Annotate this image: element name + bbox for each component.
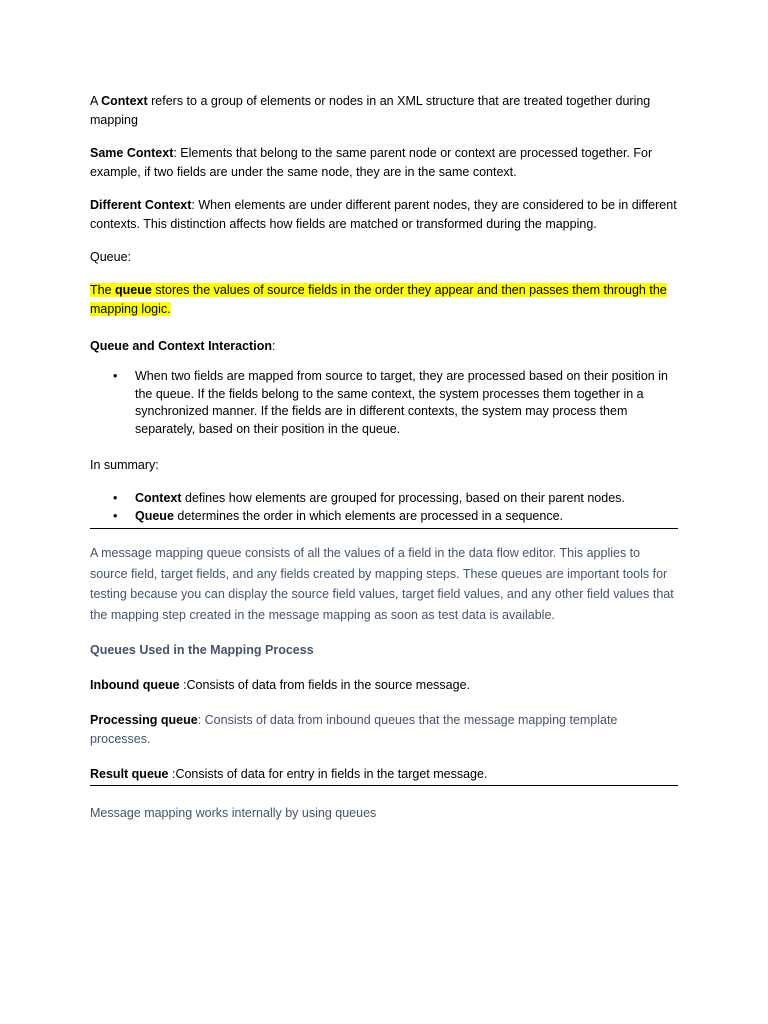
summary-label: In summary: [90,458,159,472]
same-context-term: Same Context [90,146,174,160]
different-context-term: Different Context [90,198,192,212]
section-divider [90,528,678,529]
inbound-queue-term: Inbound queue [90,678,180,692]
same-context-text: : Elements that belong to the same parent node or context are processed together. For example, if two fields are under the same node, they are in the same context. [90,146,653,179]
context-intro-prefix: A [90,94,102,108]
queue-hl-term: queue [115,283,152,297]
summary-text: defines how elements are grouped for processing, based on their parent nodes. [181,491,625,505]
summary-text: determines the order in which elements are processed in a sequence. [173,508,564,523]
list-item [90,490,680,508]
bullet-dot-icon: • [113,491,118,505]
section-divider [90,785,678,786]
processing-queue-paragraph [90,711,680,749]
interaction-bullet-text: When two fields are mapped from source to target, they are processed based on their position in the queue. If the fields belong to the same context, the system processes them together in a synchronized manner. If the fields are in different contexts, the system may process them separately, based on their position in the queue. [135,369,668,436]
inbound-queue-paragraph [90,676,680,695]
list-item [90,368,680,438]
queue-highlight-paragraph [90,281,680,319]
mapping-caption: Message mapping works internally by using queues [90,806,377,820]
processing-queue-text: : Consists of data from inbound queues that the message mapping template processes. [90,713,618,746]
processing-queue-term: Processing queue [90,713,198,727]
result-queue-text: :Consists of data for entry in fields in the target message. [168,767,488,781]
result-queue-paragraph [90,765,680,784]
interaction-list [90,368,680,438]
summary-term: Queue [135,508,174,523]
summary-term: Context [135,491,182,505]
queue-hl-text: stores the values of source fields in the order they appear and then passes them through the mapping logic. [90,283,667,316]
inbound-queue-text: :Consists of data from fields in the source message. [179,678,470,692]
document-page [90,92,680,823]
result-queue-term: Result queue [90,767,169,781]
same-context-paragraph [90,144,680,182]
queue-hl-prefix: The [90,283,116,297]
different-context-text: : When elements are under different parent nodes, they are considered to be in different contexts. This distinction affects how fields are matched or transformed during the mapping. [90,198,677,231]
context-definition [90,92,680,130]
queues-heading: Queues Used in the Mapping Process [90,643,314,657]
bullet-dot-icon: • [113,508,118,523]
mapping-paragraph: A message mapping queue consists of all the values of a field in the data flow editor. This applies to source field, target fields, and any fields created by mapping steps. These queues are important tools for testing because you can display the source field values, target field values, and any other field values that the mapping step created in the message mapping as soon as test data is available. [90,546,674,622]
different-context-paragraph [90,196,680,234]
context-intro-text: refers to a group of elements or nodes in an XML structure that are treated together during mapping [90,94,651,127]
context-term: Context [101,94,148,108]
summary-list [90,490,680,525]
bullet-dot-icon: • [113,369,118,383]
interaction-heading-text: Queue and Context Interaction [90,339,272,353]
interaction-heading [90,337,680,356]
queue-label: Queue: [90,250,132,264]
interaction-heading-colon: : [271,339,276,353]
list-item [90,508,680,526]
